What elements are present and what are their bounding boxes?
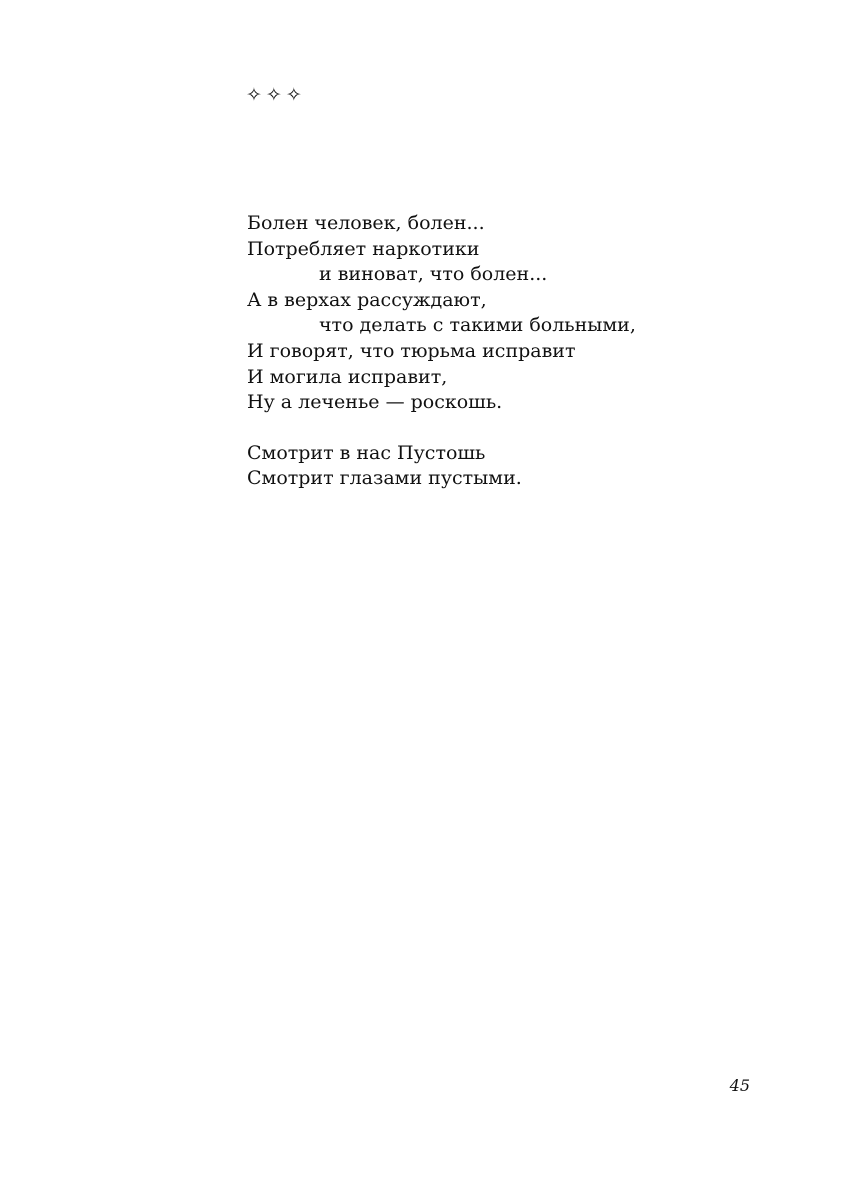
poem-line-indented: что делать с такими больными, xyxy=(319,314,636,337)
page-number: 45 xyxy=(729,1076,750,1095)
poem-line: А в верхах рассуждают, xyxy=(247,288,487,311)
poem-line: Смотрит глазами пустыми. xyxy=(247,467,522,490)
poem-line: Смотрит в нас Пустошь xyxy=(247,441,486,464)
poem-line: И говорят, что тюрьма исправит xyxy=(247,339,576,362)
poem-line: Потребляет наркотики xyxy=(247,237,480,260)
ornament-stars: ✧✧✧ xyxy=(246,84,306,106)
poem-stanza-2 xyxy=(247,441,807,492)
poem-line: И могила исправит, xyxy=(247,365,448,388)
poem xyxy=(247,211,807,492)
poem-line: Болен человек, болен... xyxy=(247,212,485,234)
poem-line: Ну а леченье — роскошь. xyxy=(247,391,503,414)
poem-stanza-1 xyxy=(247,211,807,416)
poem-line-indented: и виноват, что болен... xyxy=(319,263,548,286)
